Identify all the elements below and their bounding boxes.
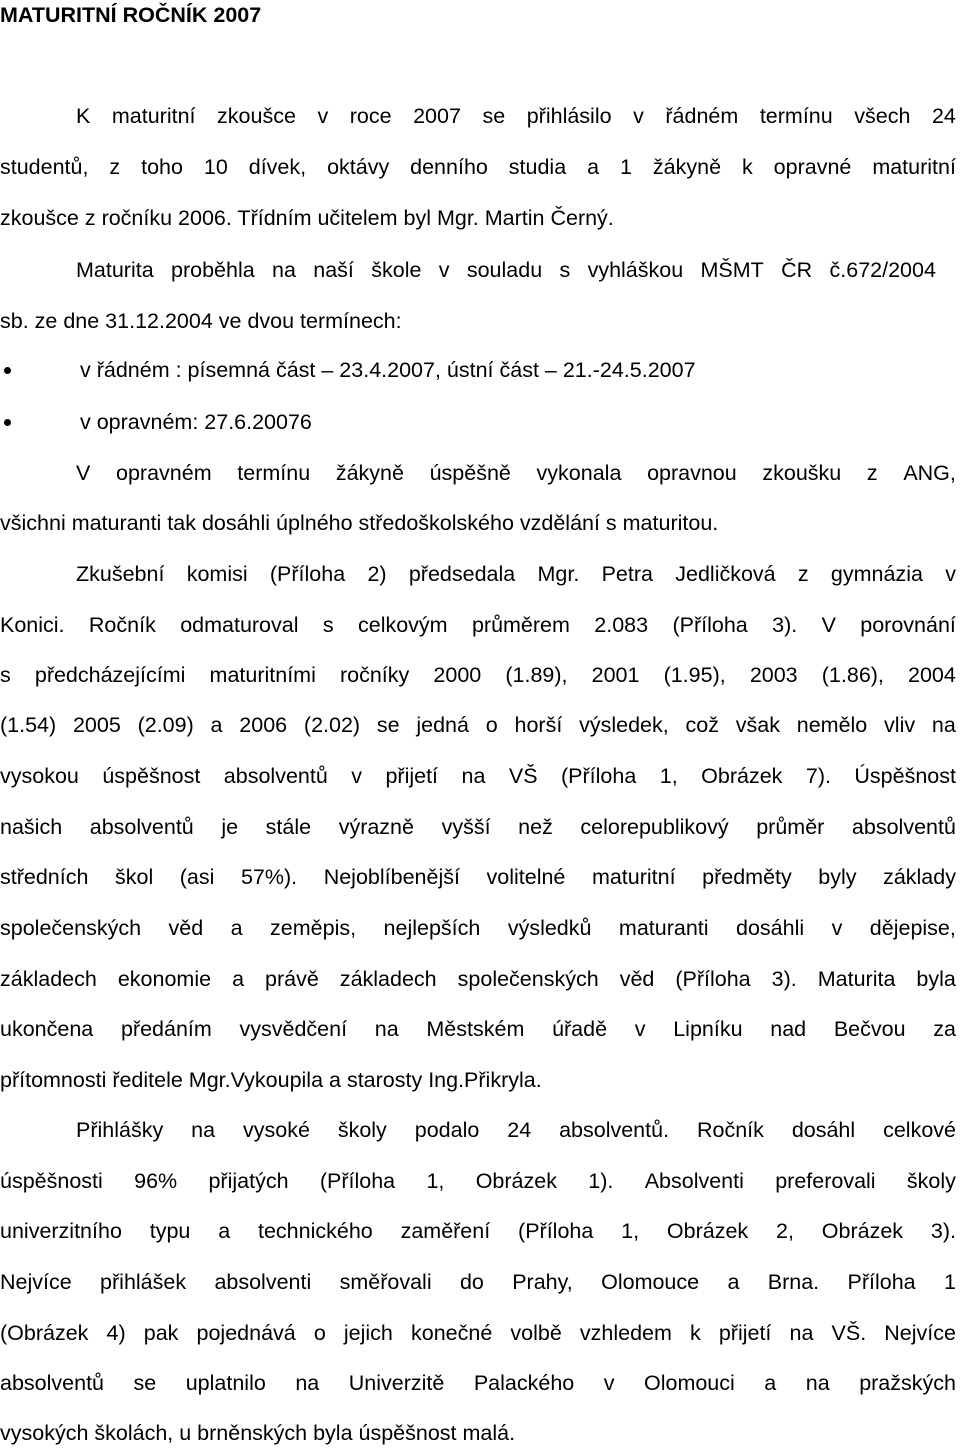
- word: na: [191, 1118, 216, 1142]
- word: úspěšnosti: [0, 1169, 103, 1193]
- word: opravné: [773, 155, 852, 179]
- word: absolventů.: [559, 1118, 670, 1142]
- word: v: [945, 562, 956, 586]
- word: středních: [0, 865, 89, 889]
- word: Městském: [426, 1017, 525, 1041]
- word: Nejvíce: [884, 1321, 956, 1345]
- paragraph-line: sb. ze dne 31.12.2004 ve dvou termínech:: [0, 309, 402, 333]
- word: společenských: [457, 967, 599, 991]
- word: Zkušební: [76, 562, 165, 586]
- word: k: [741, 155, 753, 179]
- word: 2001: [591, 663, 640, 687]
- word: stále: [265, 815, 312, 839]
- paragraph-line: [0, 1269, 956, 1295]
- word: absolventi: [214, 1270, 312, 1294]
- word: (asi: [179, 865, 215, 889]
- word: odmaturoval: [180, 613, 299, 637]
- word: 3).: [930, 1219, 956, 1243]
- document-title: MATURITNÍ ROČNÍK 2007: [0, 3, 262, 27]
- word: předcházejícími: [34, 663, 186, 687]
- word: základech: [339, 967, 437, 991]
- word: však: [735, 713, 780, 737]
- word: 1).: [588, 1169, 614, 1193]
- paragraph-line: [0, 561, 956, 587]
- word: je: [221, 815, 239, 839]
- word: se: [133, 1371, 157, 1395]
- bullet-dot-icon: [4, 367, 11, 374]
- word: ukončena: [0, 1017, 94, 1041]
- word: se: [482, 104, 506, 128]
- word: přijatých: [208, 1169, 289, 1193]
- word: zeměpis,: [270, 916, 357, 940]
- word: výsledek,: [579, 713, 669, 737]
- word: (Příloha: [319, 1169, 396, 1193]
- word: 2): [367, 562, 387, 586]
- word: 4): [106, 1321, 126, 1345]
- word: 7).: [805, 764, 831, 788]
- word: gymnázia: [830, 562, 923, 586]
- word: na: [461, 764, 486, 788]
- word: Ročník: [88, 613, 156, 637]
- word: řádném: [665, 104, 739, 128]
- word: Prahy,: [512, 1270, 573, 1294]
- paragraph-line: [0, 662, 956, 688]
- word: úspěšně: [429, 461, 511, 485]
- word: preferovali: [775, 1169, 876, 1193]
- word: z: [866, 461, 878, 485]
- word: Lipníku: [673, 1017, 743, 1041]
- word: ČR: [781, 258, 813, 282]
- paragraph-line: [0, 864, 956, 890]
- paragraph-line: [0, 257, 936, 283]
- word: vykonala: [536, 461, 622, 485]
- word: právě: [265, 967, 319, 991]
- word: (2.09): [137, 713, 194, 737]
- word: 3).: [772, 613, 798, 637]
- word: všech: [854, 104, 911, 128]
- paragraph-line: [0, 712, 956, 738]
- paragraph-line: [0, 103, 956, 129]
- word: Příloha: [847, 1270, 916, 1294]
- paragraph-line: [0, 966, 956, 992]
- paragraph-line: [0, 1117, 956, 1143]
- word: žákyně: [335, 461, 404, 485]
- word: celkovým: [357, 613, 448, 637]
- word: v: [831, 916, 843, 940]
- word: MŠMT: [700, 258, 764, 282]
- word: věd: [168, 916, 204, 940]
- word: 10: [203, 155, 228, 179]
- word: a: [587, 155, 600, 179]
- word: 3).: [771, 967, 797, 991]
- word: maturitní: [111, 104, 196, 128]
- word: v: [603, 1371, 615, 1395]
- word: (Příloha: [675, 967, 751, 991]
- word: v: [438, 258, 450, 282]
- word: 2000: [433, 663, 482, 687]
- word: což: [685, 713, 719, 737]
- word: jejich: [343, 1321, 393, 1345]
- word: studentů,: [0, 155, 89, 179]
- word: o: [485, 713, 498, 737]
- word: nad: [770, 1017, 807, 1041]
- paragraph-line: všichni maturanti tak dosáhli úplného středoškolského vzdělání s maturitou.: [0, 511, 719, 535]
- word: společenských: [0, 916, 142, 940]
- word: přihlásilo: [526, 104, 612, 128]
- word: Maturita: [817, 967, 896, 991]
- word: Nejvíce: [0, 1270, 72, 1294]
- word: přijetí: [385, 764, 439, 788]
- word: č.672/2004: [829, 258, 936, 282]
- word: Přihlášky: [76, 1118, 164, 1142]
- word: maturitní: [872, 155, 956, 179]
- word: volbě: [510, 1321, 562, 1345]
- bullet-text: v řádném : písemná část – 23.4.2007, ústní část – 21.-24.5.2007: [80, 358, 696, 382]
- paragraph-line: [0, 460, 956, 486]
- paragraph-line: [0, 1168, 956, 1194]
- word: předáním: [120, 1017, 212, 1041]
- word: (1.95),: [663, 663, 726, 687]
- word: a: [230, 916, 243, 940]
- word: VŠ.: [831, 1321, 867, 1345]
- word: Obrázek: [701, 764, 783, 788]
- word: se: [376, 713, 400, 737]
- word: výsledků: [507, 916, 592, 940]
- word: termínu: [759, 104, 833, 128]
- word: vysvědčení: [239, 1017, 348, 1041]
- bullet-dot-icon: [4, 419, 11, 426]
- word: 2006: [239, 713, 288, 737]
- word: nemělo: [796, 713, 868, 737]
- word: s: [559, 258, 571, 282]
- word: na: [295, 1371, 320, 1395]
- word: celkové: [883, 1118, 956, 1142]
- paragraph-line: [0, 814, 956, 840]
- word: žákyně: [652, 155, 722, 179]
- word: za: [933, 1017, 956, 1041]
- paragraph-line: [0, 763, 956, 789]
- word: předměty: [702, 865, 792, 889]
- word: komisi: [186, 562, 248, 586]
- word: maturitními: [209, 663, 316, 687]
- word: (Příloha: [672, 613, 748, 637]
- word: oktávy: [327, 155, 390, 179]
- word: Obrázek: [821, 1219, 904, 1243]
- word: (1.86),: [821, 663, 884, 687]
- word: průměr: [756, 815, 825, 839]
- word: pak: [143, 1321, 179, 1345]
- word: Olomouci: [643, 1371, 735, 1395]
- word: 1: [943, 1270, 956, 1294]
- word: denního: [410, 155, 488, 179]
- paragraph-line: přítomnosti ředitele Mgr.Vykoupila a starosty Ing.Přikryla.: [0, 1068, 542, 1092]
- word: pojednává: [196, 1321, 296, 1345]
- word: a: [218, 1219, 231, 1243]
- word: pražských: [859, 1371, 956, 1395]
- word: v: [633, 104, 644, 128]
- word: Ročník: [696, 1118, 764, 1142]
- word: Palackého: [473, 1371, 575, 1395]
- word: Obrázek: [666, 1219, 749, 1243]
- word: (2.02): [303, 713, 361, 737]
- word: v: [317, 104, 329, 128]
- word: toho: [141, 155, 183, 179]
- word: Nejoblíbenější: [323, 865, 460, 889]
- paragraph-line: [0, 915, 956, 941]
- word: na: [789, 1321, 814, 1345]
- word: a: [764, 1371, 777, 1395]
- word: volitelné: [486, 865, 566, 889]
- word: V: [821, 613, 836, 637]
- word: konečné: [410, 1321, 493, 1345]
- word: průměrem: [471, 613, 570, 637]
- word: opravnou: [647, 461, 737, 485]
- word: (Příloha: [269, 562, 346, 586]
- word: Maturita: [76, 258, 154, 282]
- word: 1: [620, 155, 632, 179]
- word: roce: [349, 104, 392, 128]
- word: školy: [906, 1169, 956, 1193]
- word: (Příloha: [518, 1219, 594, 1243]
- word: směřovali: [339, 1270, 432, 1294]
- word: proběhla: [171, 258, 255, 282]
- word: přijetí: [718, 1321, 772, 1345]
- word: úřadě: [552, 1017, 608, 1041]
- word: zkoušce: [217, 104, 296, 128]
- word: dívek,: [248, 155, 307, 179]
- word: Obrázek: [475, 1169, 557, 1193]
- word: celorepublikový: [580, 815, 729, 839]
- word: absolventů: [0, 1371, 104, 1395]
- paragraph-line: [0, 1218, 956, 1244]
- word: 1,: [621, 1219, 640, 1243]
- word: na: [805, 1371, 830, 1395]
- word: našich: [0, 815, 63, 839]
- word: porovnání: [860, 613, 956, 637]
- word: 1,: [426, 1169, 445, 1193]
- word: škol: [114, 865, 154, 889]
- word: dosáhli: [736, 916, 805, 940]
- word: 24: [507, 1118, 532, 1142]
- word: do: [459, 1270, 484, 1294]
- word: úspěšnost: [102, 764, 201, 788]
- word: byla: [916, 967, 956, 991]
- word: (1.89),: [505, 663, 568, 687]
- bullet-text: v opravném: 27.6.20076: [80, 410, 312, 434]
- word: ANG,: [903, 461, 956, 485]
- word: vyšší: [441, 815, 491, 839]
- word: škole: [371, 258, 422, 282]
- word: ekonomie: [117, 967, 212, 991]
- word: z: [109, 155, 121, 179]
- word: k: [689, 1321, 701, 1345]
- word: na: [931, 713, 956, 737]
- word: s: [0, 663, 11, 687]
- word: školy: [337, 1118, 387, 1142]
- word: Absolventi: [644, 1169, 744, 1193]
- paragraph-line: [0, 612, 956, 638]
- word: V: [76, 461, 91, 485]
- word: (1.54): [0, 713, 57, 737]
- word: absolventů: [89, 815, 194, 839]
- word: vysoké: [242, 1118, 310, 1142]
- word: z: [797, 562, 809, 586]
- word: Jedličková: [675, 562, 776, 586]
- word: základy: [883, 865, 956, 889]
- word: přihlášek: [100, 1270, 187, 1294]
- word: 2,: [776, 1219, 794, 1243]
- word: opravném: [116, 461, 212, 485]
- paragraph-line: zkoušce z ročníku 2006. Třídním učitelem byl Mgr. Martin Černý.: [0, 206, 614, 230]
- word: 2003: [749, 663, 798, 687]
- word: na: [272, 258, 296, 282]
- paragraph-line: [0, 1016, 956, 1042]
- word: vyhláškou: [587, 258, 684, 282]
- word: dějepise,: [869, 916, 956, 940]
- word: absolventů: [223, 764, 328, 788]
- word: studia: [508, 155, 567, 179]
- word: zkoušku: [762, 461, 842, 485]
- word: o: [313, 1321, 326, 1345]
- word: 2004: [908, 663, 956, 687]
- word: horší: [514, 713, 563, 737]
- word: Petra: [601, 562, 653, 586]
- word: Bečvou: [833, 1017, 906, 1041]
- word: uplatnilo: [185, 1371, 266, 1395]
- word: byly: [818, 865, 857, 889]
- word: vliv: [884, 713, 916, 737]
- word: termínu: [237, 461, 311, 485]
- word: v: [351, 764, 362, 788]
- word: zaměření: [400, 1219, 491, 1243]
- word: dosáhl: [791, 1118, 856, 1142]
- word: K: [76, 104, 91, 128]
- word: věd: [619, 967, 655, 991]
- word: 57%).: [240, 865, 298, 889]
- word: než: [518, 815, 553, 839]
- paragraph-line: [0, 154, 956, 180]
- word: maturanti: [618, 916, 709, 940]
- word: Brna.: [767, 1270, 820, 1294]
- word: vzhledem: [579, 1321, 672, 1345]
- word: Olomouce: [601, 1270, 700, 1294]
- word: univerzitního: [0, 1219, 122, 1243]
- word: 2.083: [594, 613, 649, 637]
- word: Univerzitě: [348, 1371, 445, 1395]
- word: v: [634, 1017, 646, 1041]
- word: s: [322, 613, 334, 637]
- word: 96%: [134, 1169, 178, 1193]
- word: 24: [931, 104, 956, 128]
- word: nejlepších: [383, 916, 481, 940]
- paragraph-line: [0, 1370, 956, 1396]
- word: 2007: [413, 104, 461, 128]
- word: podalo: [414, 1118, 480, 1142]
- word: vysokou: [0, 764, 79, 788]
- word: výrazně: [338, 815, 414, 839]
- word: technického: [258, 1219, 373, 1243]
- word: Úspěšnost: [854, 764, 956, 788]
- word: (Příloha: [561, 764, 637, 788]
- word: předsedala: [408, 562, 516, 586]
- word: na: [374, 1017, 399, 1041]
- word: ročníky: [339, 663, 410, 687]
- word: a: [727, 1270, 740, 1294]
- word: a: [210, 713, 223, 737]
- word: 2005: [72, 713, 121, 737]
- word: souladu: [466, 258, 543, 282]
- word: Mgr.: [537, 562, 580, 586]
- word: naší: [313, 258, 354, 282]
- word: (Obrázek: [0, 1321, 89, 1345]
- word: základech: [0, 967, 97, 991]
- word: typu: [149, 1219, 191, 1243]
- word: jedná: [416, 713, 469, 737]
- word: absolventů: [851, 815, 956, 839]
- word: VŠ: [508, 764, 538, 788]
- word: Konici.: [0, 613, 65, 637]
- word: 1,: [659, 764, 678, 788]
- word: maturitní: [591, 865, 676, 889]
- paragraph-line: vysokých školách, u brněnských byla úspěšnost malá.: [0, 1421, 516, 1445]
- paragraph-line: [0, 1320, 956, 1346]
- word: a: [232, 967, 245, 991]
